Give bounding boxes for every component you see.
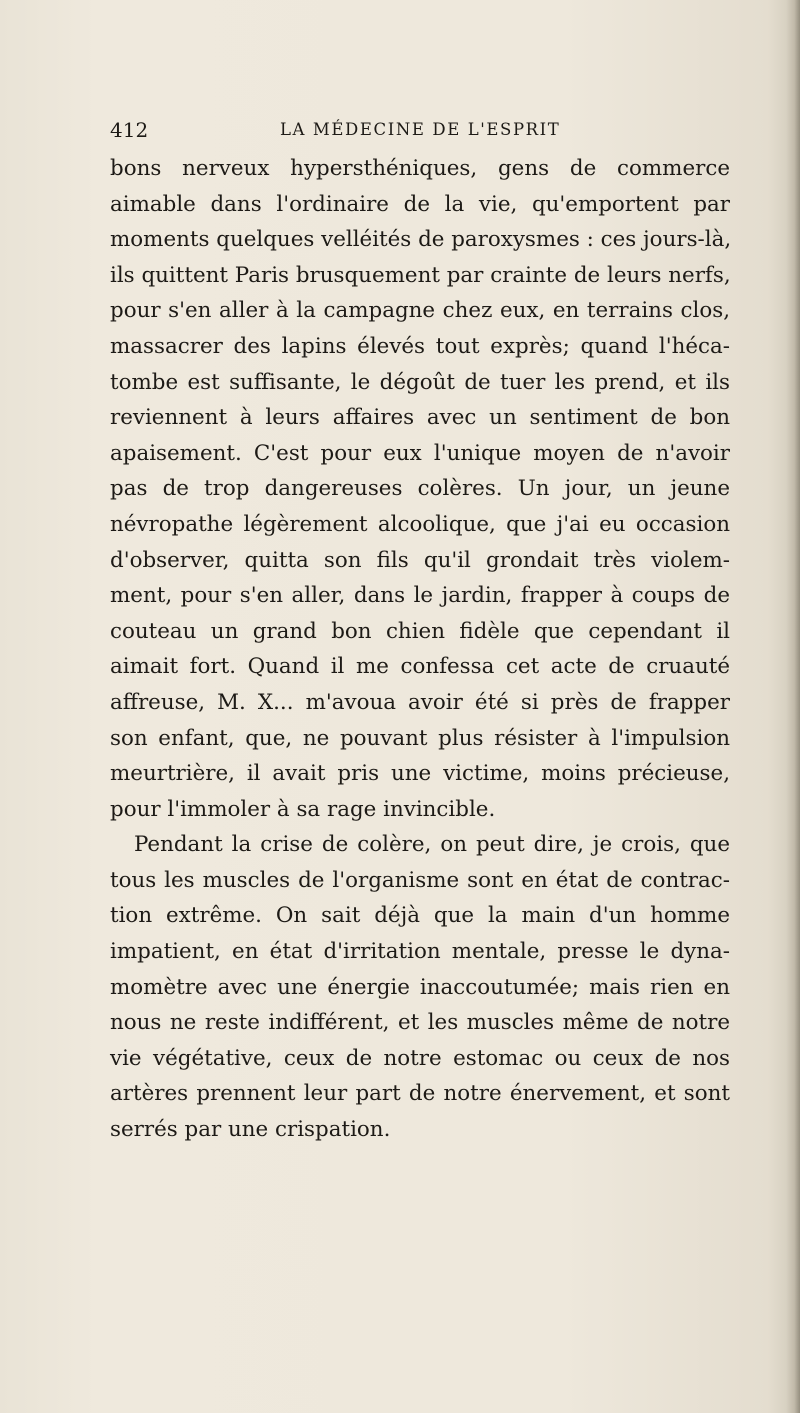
- text-line: névropathe légèrement alcoolique, que j'ai eu occasion: [110, 511, 730, 537]
- text-line: momètre avec une énergie inaccoutumée; mais rien en: [110, 974, 730, 1000]
- text-line: tous les muscles de l'organisme sont en état de contrac-: [110, 867, 730, 893]
- page-header: [110, 118, 726, 144]
- text-line: reviennent à leurs affaires avec un sentiment de bon: [110, 405, 730, 431]
- page-number: 412: [110, 118, 149, 142]
- text-line: impatient, en état d'irritation mentale, presse le dyna-: [110, 939, 730, 965]
- text-line: ment, pour s'en aller, dans le jardin, frapper à coups de: [110, 583, 730, 609]
- text-line: massacrer des lapins élevés tout exprès; quand l'héca-: [110, 333, 730, 359]
- running-title: LA MÉDECINE DE L'ESPRIT: [280, 120, 561, 139]
- paragraph-start-line: Pendant la crise de colère, on peut dire, je crois, que: [134, 832, 730, 858]
- text-line: meurtrière, il avait pris une victime, moins précieuse,: [110, 761, 730, 787]
- text-line: pour s'en aller à la campagne chez eux, en terrains clos,: [110, 298, 730, 324]
- text-line: couteau un grand bon chien fidèle que cependant il: [110, 618, 730, 644]
- text-line: aimable dans l'ordinaire de la vie, qu'emportent par: [110, 191, 730, 217]
- text-line: pas de trop dangereuses colères. Un jour, un jeune: [110, 476, 730, 502]
- text-line: ils quittent Paris brusquement par crainte de leurs nerfs,: [110, 262, 731, 288]
- text-line: moments quelques velléités de paroxysmes : ces jours-là,: [110, 227, 732, 253]
- text-line: son enfant, que, ne pouvant plus résister à l'impulsion: [110, 725, 730, 751]
- paragraph-end-line: pour l'immoler à sa rage invincible.: [110, 796, 496, 822]
- text-line: artères prennent leur part de notre énervement, et sont: [110, 1081, 730, 1107]
- text-line: nous ne reste indifférent, et les muscles même de notre: [110, 1010, 730, 1036]
- paragraph-end-line: serrés par une crispation.: [110, 1117, 391, 1143]
- text-line: apaisement. C'est pour eux l'unique moyen de n'avoir: [110, 440, 730, 466]
- text-line: tombe est suffisante, le dégoût de tuer les prend, et ils: [110, 369, 730, 395]
- page-edge-shadow: [786, 0, 800, 1413]
- text-line: affreuse, M. X... m'avoua avoir été si près de frapper: [110, 689, 730, 715]
- text-line: vie végétative, ceux de notre estomac ou ceux de nos: [110, 1045, 730, 1071]
- text-line: aimait fort. Quand il me confessa cet acte de cruauté: [110, 654, 730, 680]
- text-line: tion extrême. On sait déjà que la main d'un homme: [110, 903, 730, 929]
- body-text: [110, 151, 730, 1148]
- text-line: bons nerveux hypersthéniques, gens de commerce: [110, 156, 730, 181]
- text-line: d'observer, quitta son fils qu'il grondait très violem-: [110, 547, 730, 573]
